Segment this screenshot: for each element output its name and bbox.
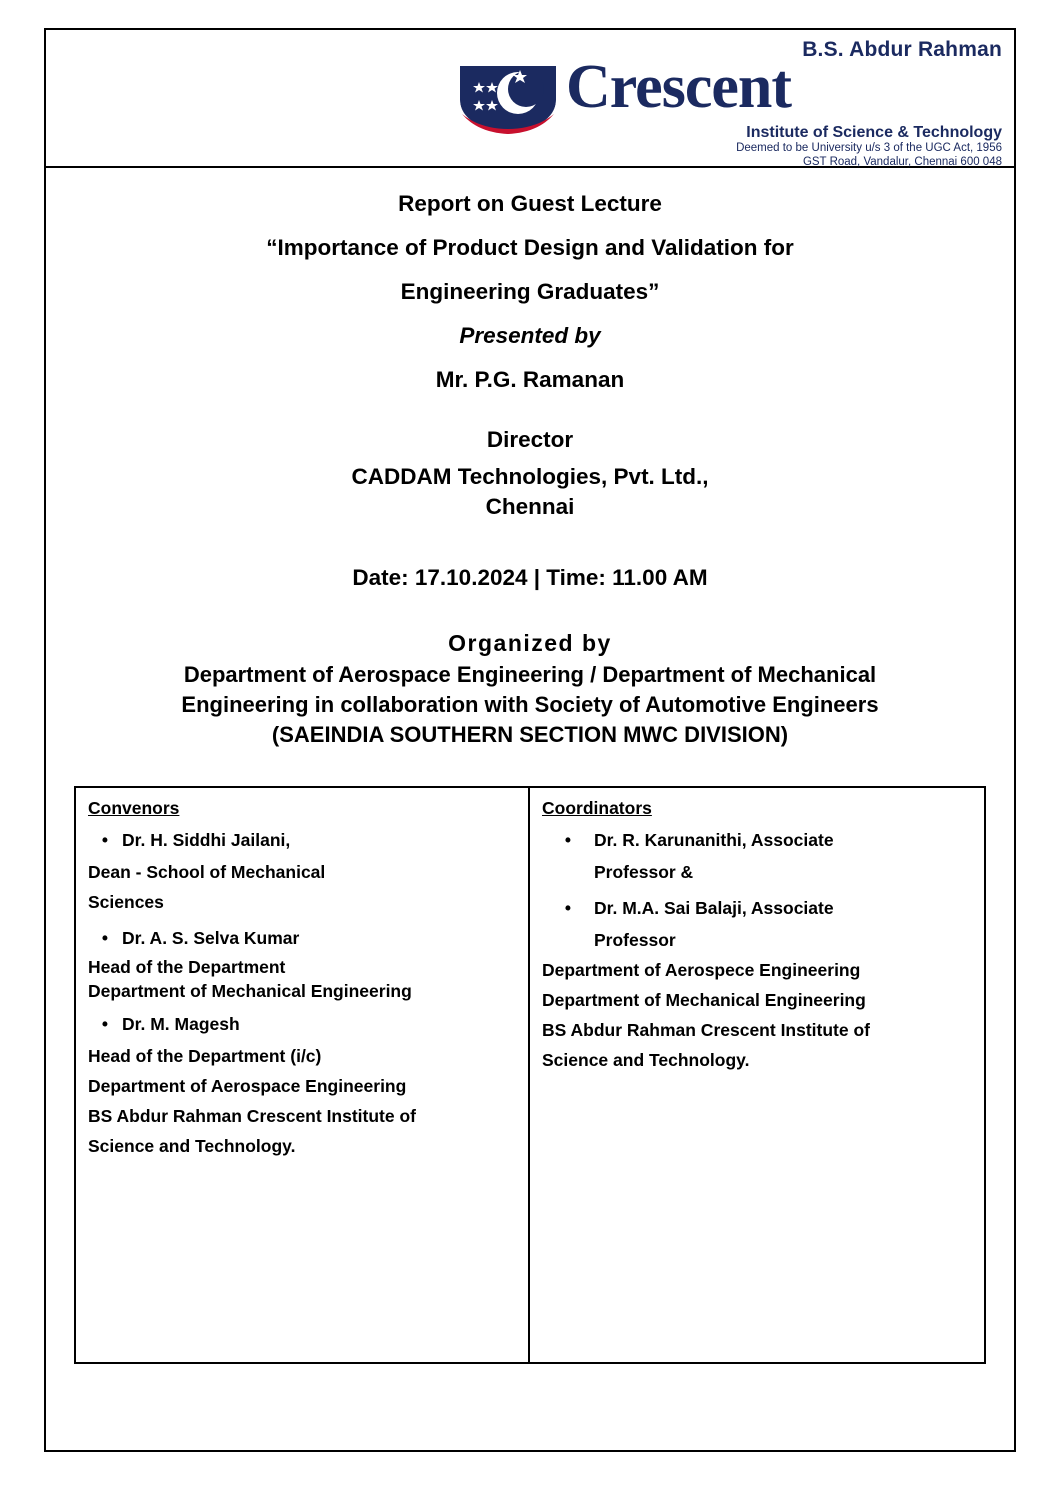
coordinator-name-1: Dr. R. Karunanithi, Associate <box>594 830 834 850</box>
organizer-line2: Engineering in collaboration with Society of Automotive Engineers <box>181 692 879 717</box>
coordinators-cell <box>530 788 984 1362</box>
speaker-company: CADDAM Technologies, Pvt. Ltd., <box>351 464 709 489</box>
organized-by-heading: Organized by <box>448 630 612 656</box>
convenors-institute-line1: BS Abdur Rahman Crescent Institute of <box>88 1106 416 1126</box>
speaker-city: Chennai <box>485 494 575 519</box>
convenor-name-1: Dr. H. Siddhi Jailani, <box>122 830 291 850</box>
report-heading: Report on Guest Lecture <box>398 191 662 216</box>
bullet-icon: • <box>564 830 572 850</box>
bullet-icon: • <box>101 830 109 850</box>
convenor-2-role-line1: Head of the Department <box>88 957 286 977</box>
organizer-line1: Department of Aerospace Engineering / Department of Mechanical <box>183 662 877 687</box>
crescent-shield-icon <box>456 60 560 136</box>
coordinators-dept-line1: Department of Aerospece Engineering <box>542 960 861 980</box>
presented-by-label: Presented by <box>459 323 601 348</box>
logo-address-line: GST Road, Vandalur, Chennai 600 048 <box>802 156 1002 168</box>
convenor-3-role-line1: Head of the Department (i/c) <box>88 1046 322 1066</box>
list-item <box>542 893 972 923</box>
list-item <box>88 1009 516 1039</box>
convenor-3-role-line2: Department of Aerospace Engineering <box>88 1076 407 1096</box>
bullet-icon: • <box>564 898 572 918</box>
convenor-2-role-line2: Department of Mechanical Engineering <box>88 981 412 1001</box>
coordinators-institute-line2: Science and Technology. <box>542 1050 750 1070</box>
lecture-title-line2: Engineering Graduates” <box>400 279 660 304</box>
coordinator-2-role: Professor <box>594 930 676 950</box>
list-item <box>542 825 972 855</box>
coordinator-1-role: Professor & <box>594 862 694 882</box>
logo-deemed-line: Deemed to be University u/s 3 of the UGC Act, 1956 <box>736 142 1002 154</box>
list-item <box>88 825 516 855</box>
coordinators-institute-line1: BS Abdur Rahman Crescent Institute of <box>542 1020 870 1040</box>
event-datetime: Date: 17.10.2024 | Time: 11.00 AM <box>352 565 708 590</box>
lecture-title-line1: “Importance of Product Design and Validation for <box>266 235 794 260</box>
organizers-table <box>74 786 986 1364</box>
document-body <box>46 168 1014 750</box>
list-item <box>88 923 516 953</box>
speaker-designation: Director <box>486 427 574 452</box>
coordinators-heading: Coordinators <box>542 798 652 818</box>
convenors-heading: Convenors <box>88 798 180 818</box>
letterhead-band <box>46 30 1014 168</box>
logo-wordmark: Crescent <box>566 53 791 121</box>
convenor-name-3: Dr. M. Magesh <box>122 1014 240 1034</box>
institution-logo <box>446 36 1006 168</box>
convenor-1-role-line2: Sciences <box>88 892 164 912</box>
organizer-line3: (SAEINDIA SOUTHERN SECTION MWC DIVISION) <box>271 722 789 747</box>
convenor-name-2: Dr. A. S. Selva Kumar <box>122 928 300 948</box>
coordinators-dept-line2: Department of Mechanical Engineering <box>542 990 866 1010</box>
bullet-icon: • <box>101 928 109 948</box>
speaker-name: Mr. P.G. Ramanan <box>435 367 625 392</box>
convenors-institute-line2: Science and Technology. <box>88 1136 296 1156</box>
coordinator-name-2: Dr. M.A. Sai Balaji, Associate <box>594 898 834 918</box>
convenors-cell <box>76 788 530 1362</box>
document-page <box>44 28 1016 1452</box>
logo-top-text: B.S. Abdur Rahman <box>802 38 1002 61</box>
convenor-1-role-line1: Dean - School of Mechanical <box>88 862 326 882</box>
bullet-icon: • <box>101 1014 109 1034</box>
logo-subtitle: Institute of Science & Technology <box>746 124 1002 141</box>
